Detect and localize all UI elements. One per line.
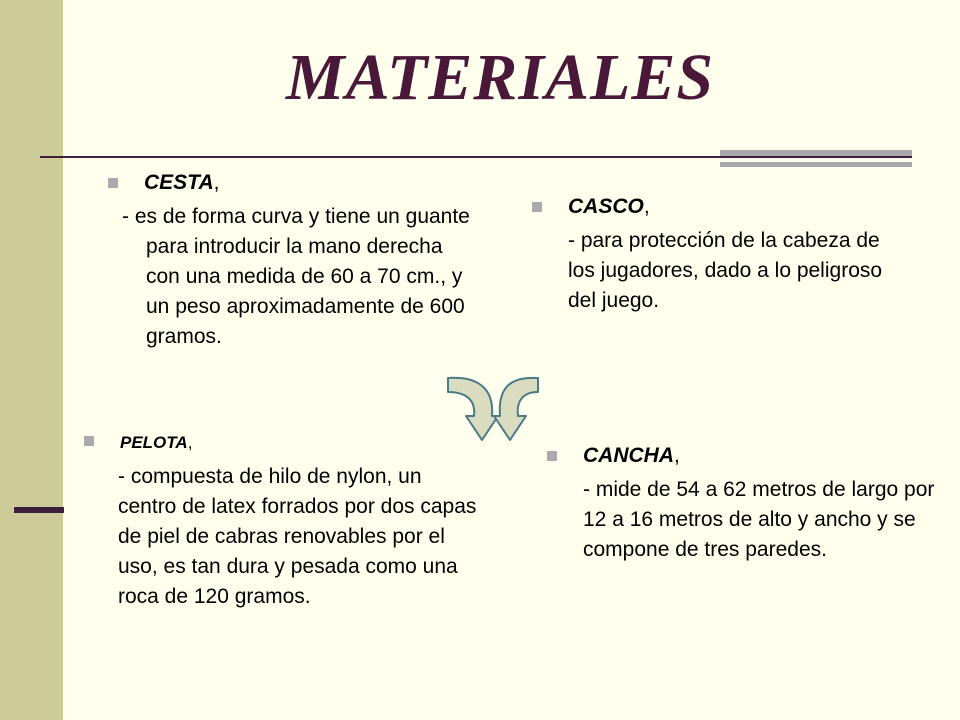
sidebar-accent-line bbox=[14, 507, 64, 513]
title-underline bbox=[40, 156, 912, 158]
square-bullet-icon bbox=[108, 178, 118, 188]
pelota-heading bbox=[84, 430, 484, 456]
square-bullet-icon bbox=[532, 202, 542, 212]
title-underline-accent bbox=[720, 150, 912, 156]
cesta-description: - es de forma curva y tiene un guante para introducir la mano derecha con una medida de 60 a 70 cm., y un peso aproximadamente de 600 gramos. bbox=[122, 205, 470, 348]
title-underline-accent-lower bbox=[720, 162, 912, 167]
square-bullet-icon bbox=[547, 451, 557, 461]
cesta-section bbox=[108, 170, 478, 352]
pelota-section bbox=[84, 430, 484, 612]
pelota-name: PELOTA bbox=[120, 433, 188, 452]
pelota-description: - compuesta de hilo de nylon, un centro de latex forrados por dos capas de piel de cabras renovables por el uso, es tan dura y pesada como una roca de 120 gramos. bbox=[118, 465, 477, 608]
casco-heading bbox=[532, 194, 892, 220]
cesta-heading bbox=[108, 170, 478, 196]
cancha-description: - mide de 54 a 62 metros de largo por 12 a 16 metros de alto y ancho y se compone de tres paredes. bbox=[583, 478, 935, 561]
cancha-heading bbox=[547, 443, 937, 469]
curved-arrow-right-icon bbox=[494, 378, 538, 440]
pelota-comma: , bbox=[187, 433, 193, 452]
cesta-comma: , bbox=[213, 171, 220, 194]
cesta-name: CESTA bbox=[144, 171, 214, 194]
casco-description: - para protección de la cabeza de los jugadores, dado a lo peligroso del juego. bbox=[568, 229, 883, 312]
casco-section bbox=[532, 194, 892, 316]
cancha-section bbox=[547, 443, 937, 565]
casco-comma: , bbox=[643, 195, 650, 218]
slide-title: MATERIALES bbox=[285, 41, 715, 114]
cancha-comma: , bbox=[674, 444, 680, 467]
square-bullet-icon bbox=[84, 436, 94, 446]
casco-name: CASCO bbox=[568, 195, 644, 218]
cancha-name: CANCHA bbox=[583, 444, 674, 467]
